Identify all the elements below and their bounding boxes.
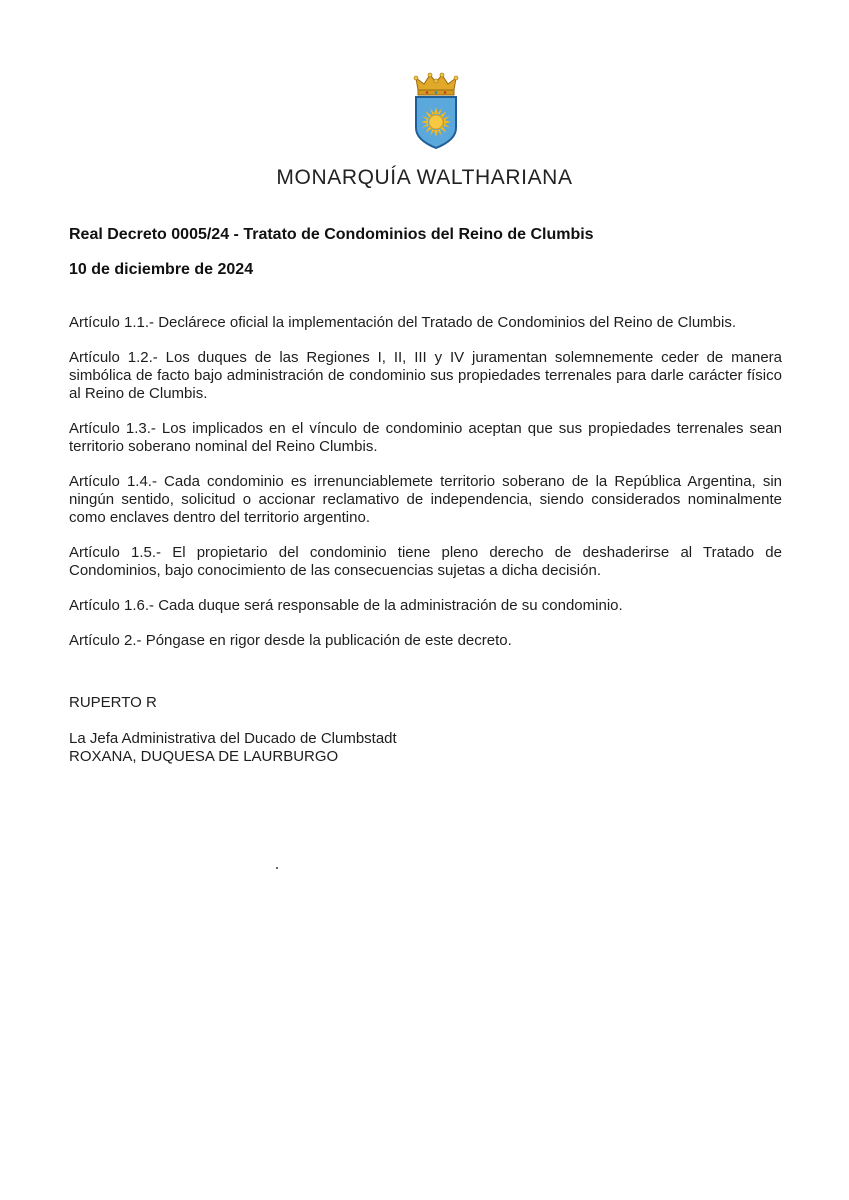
article-1-3: Artículo 1.3.- Los implicados en el vínculo de condominio aceptan que sus propiedades terrenales sean territorio soberano nominal del Reino Clumbis.	[69, 420, 782, 455]
royal-coat-of-arms-icon	[412, 72, 460, 150]
decree-date: 10 de diciembre de 2024	[69, 261, 254, 278]
article-1-1: Artículo 1.1.- Declárece oficial la implementación del Tratado de Condominios del Reino de Clumbis.	[69, 314, 737, 331]
sun-icon	[421, 107, 451, 137]
signer-role: La Jefa Administrativa del Ducado de Clumbstadt	[69, 730, 397, 747]
article-1-6: Artículo 1.6.- Cada duque será responsable de la administración de su condominio.	[69, 597, 623, 614]
article-1-2: Artículo 1.2.- Los duques de las Regiones I, II, III y IV juramentan solemnemente ceder de manera simbólica de facto bajo administración de condominio sus propiedades terrenales para darle carácter físico al Reino de Clumbis.	[69, 349, 782, 402]
signer-name: RUPERTO R	[69, 694, 157, 711]
article-2: Artículo 2.- Póngase en rigor desde la publicación de este decreto.	[69, 632, 512, 649]
decree-title: Real Decreto 0005/24 - Tratato de Condominios del Reino de Clumbis	[69, 226, 594, 243]
signature-block	[69, 694, 782, 766]
decree-articles	[69, 314, 782, 667]
stray-mark	[276, 867, 278, 869]
article-1-4: Artículo 1.4.- Cada condominio es irrenunciablemete territorio soberano de la República Argentina, sin ningún sentido, solicitud o accionar reclamativo de independencia, siendo considerados nominalmente como enclaves dentro del territorio argentino.	[69, 473, 782, 526]
signer-title: ROXANA, DUQUESA DE LAURBURGO	[69, 748, 339, 765]
crown-icon	[414, 73, 458, 95]
organization-name: MONARQUÍA WALTHARIANA	[276, 166, 573, 189]
article-1-5: Artículo 1.5.- El propietario del condominio tiene pleno derecho de deshaderirse al Tratado de Condominios, bajo conocimiento de las consecuencias sujetas a dicha decisión.	[69, 544, 782, 579]
